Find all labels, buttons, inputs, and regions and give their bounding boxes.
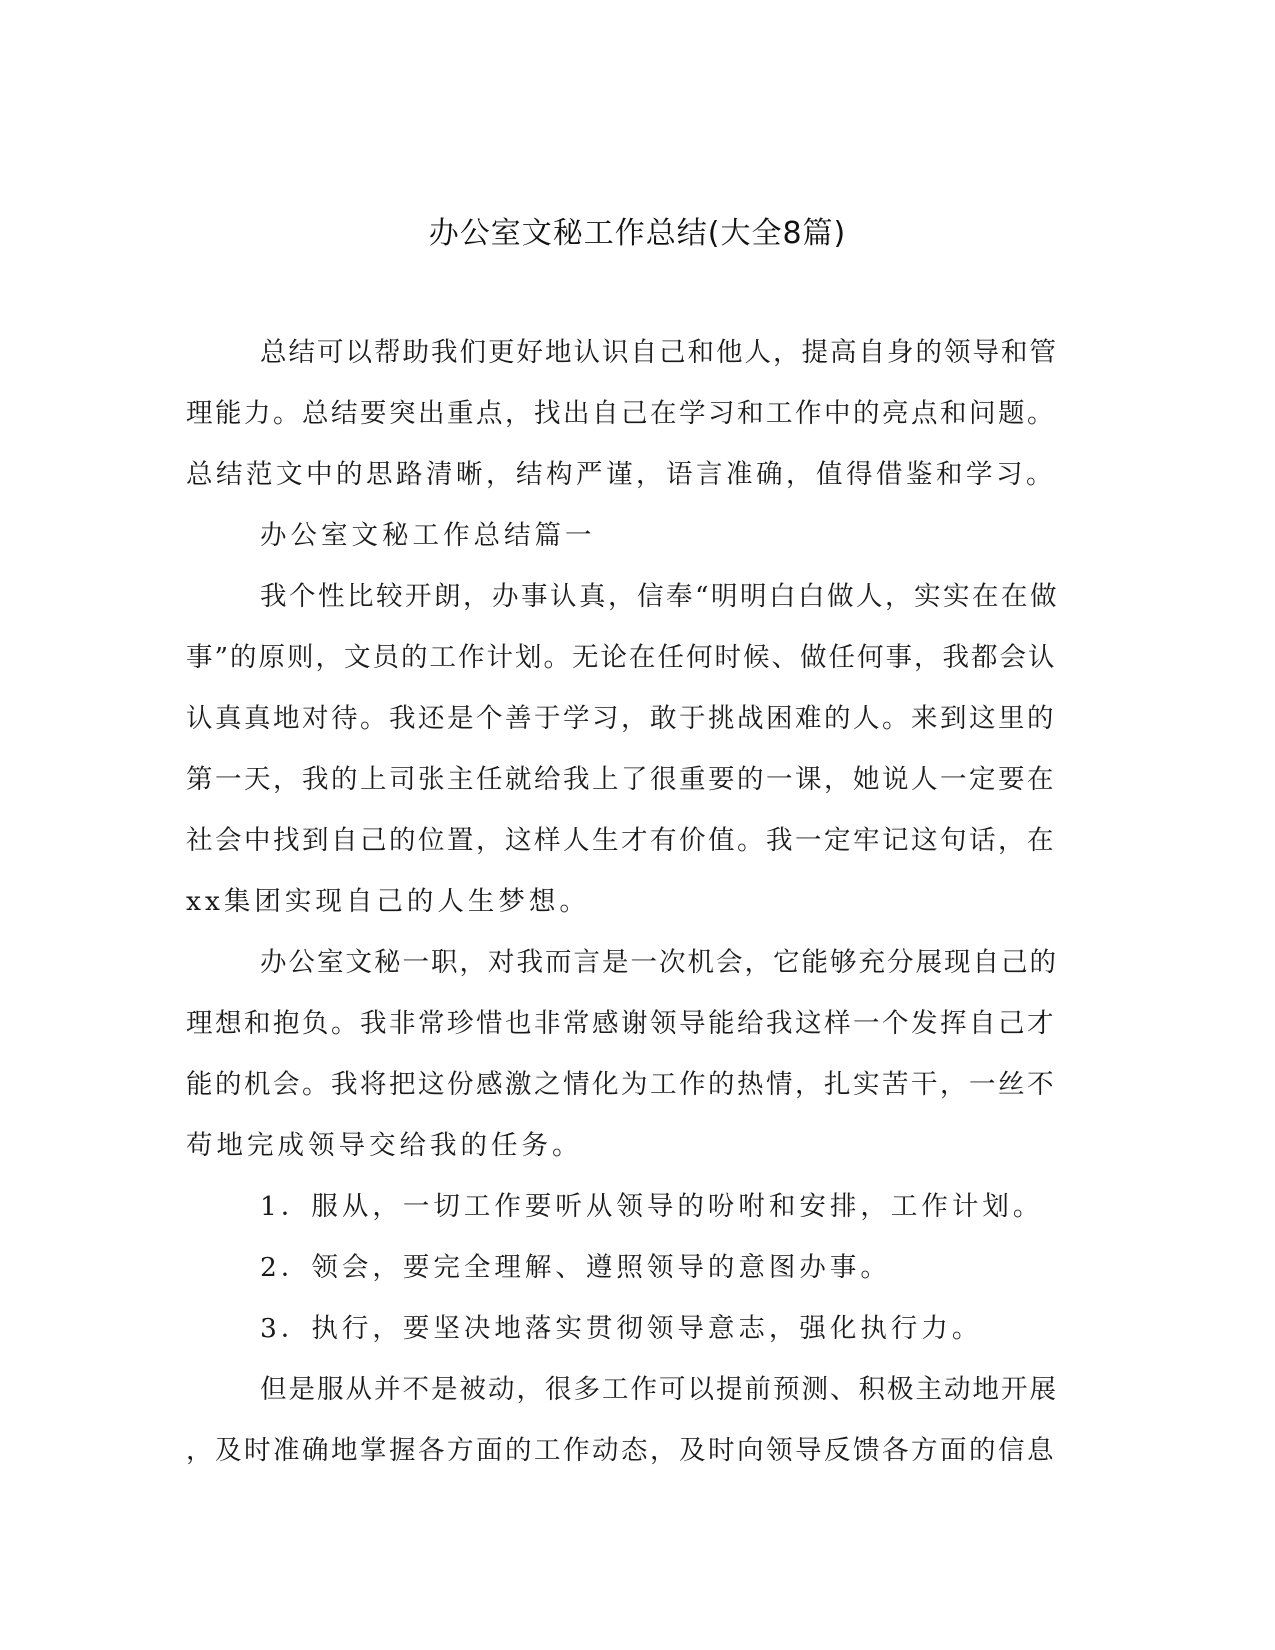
text-line: 能的机会。我将把这份感激之情化为工作的热情，扎实苦干，一丝不: [186, 1069, 1056, 1100]
text-line: 2．领会，要完全理解、遵照领导的意图办事。: [260, 1252, 891, 1283]
text-line: 理想和抱负。我非常珍惜也非常感谢领导能给我这样一个发挥自己才: [186, 1008, 1056, 1039]
text-line: 办公室文秘一职，对我而言是一次机会，它能够充分展现自己的: [260, 947, 1058, 978]
text-line: 总结范文中的思路清晰，结构严谨，语言准确，值得借鉴和学习。: [186, 459, 1056, 490]
text-line: 事”的原则，文员的工作计划。无论在任何时候、做任何事，我都会认: [186, 642, 1057, 673]
text-line: xx集团实现自己的人生梦想。: [186, 886, 590, 917]
text-line: 总结可以帮助我们更好地认识自己和他人，提高自身的领导和管: [260, 337, 1058, 368]
text-line: 但是服从并不是被动，很多工作可以提前预测、积极主动地开展: [260, 1374, 1058, 1405]
text-line: 认真真地对待。我还是个善于学习，敢于挑战困难的人。来到这里的: [186, 703, 1056, 734]
text-line: ，及时准确地掌握各方面的工作动态，及时向领导反馈各方面的信息: [186, 1435, 1056, 1466]
document-title: 办公室文秘工作总结(大全8篇): [428, 216, 847, 251]
text-line: 理能力。总结要突出重点，找出自己在学习和工作中的亮点和问题。: [186, 398, 1056, 429]
text-line: 1．服从，一切工作要听从领导的吩咐和安排，工作计划。: [260, 1191, 1044, 1222]
text-line: 办公室文秘工作总结篇一: [260, 520, 596, 551]
text-line: 我个性比较开朗，办事认真，信奉“明明白白做人，实实在在做: [260, 581, 1060, 612]
text-line: 苟地完成领导交给我的任务。: [186, 1130, 583, 1161]
text-line: 社会中找到自己的位置，这样人生才有价值。我一定牢记这句话，在: [186, 825, 1056, 856]
text-line: 3．执行，要坚决地落实贯彻领导意志，强化执行力。: [260, 1313, 983, 1344]
document-body: [186, 322, 1066, 1481]
text-line: 第一天，我的上司张主任就给我上了很重要的一课，她说人一定要在: [186, 764, 1056, 795]
